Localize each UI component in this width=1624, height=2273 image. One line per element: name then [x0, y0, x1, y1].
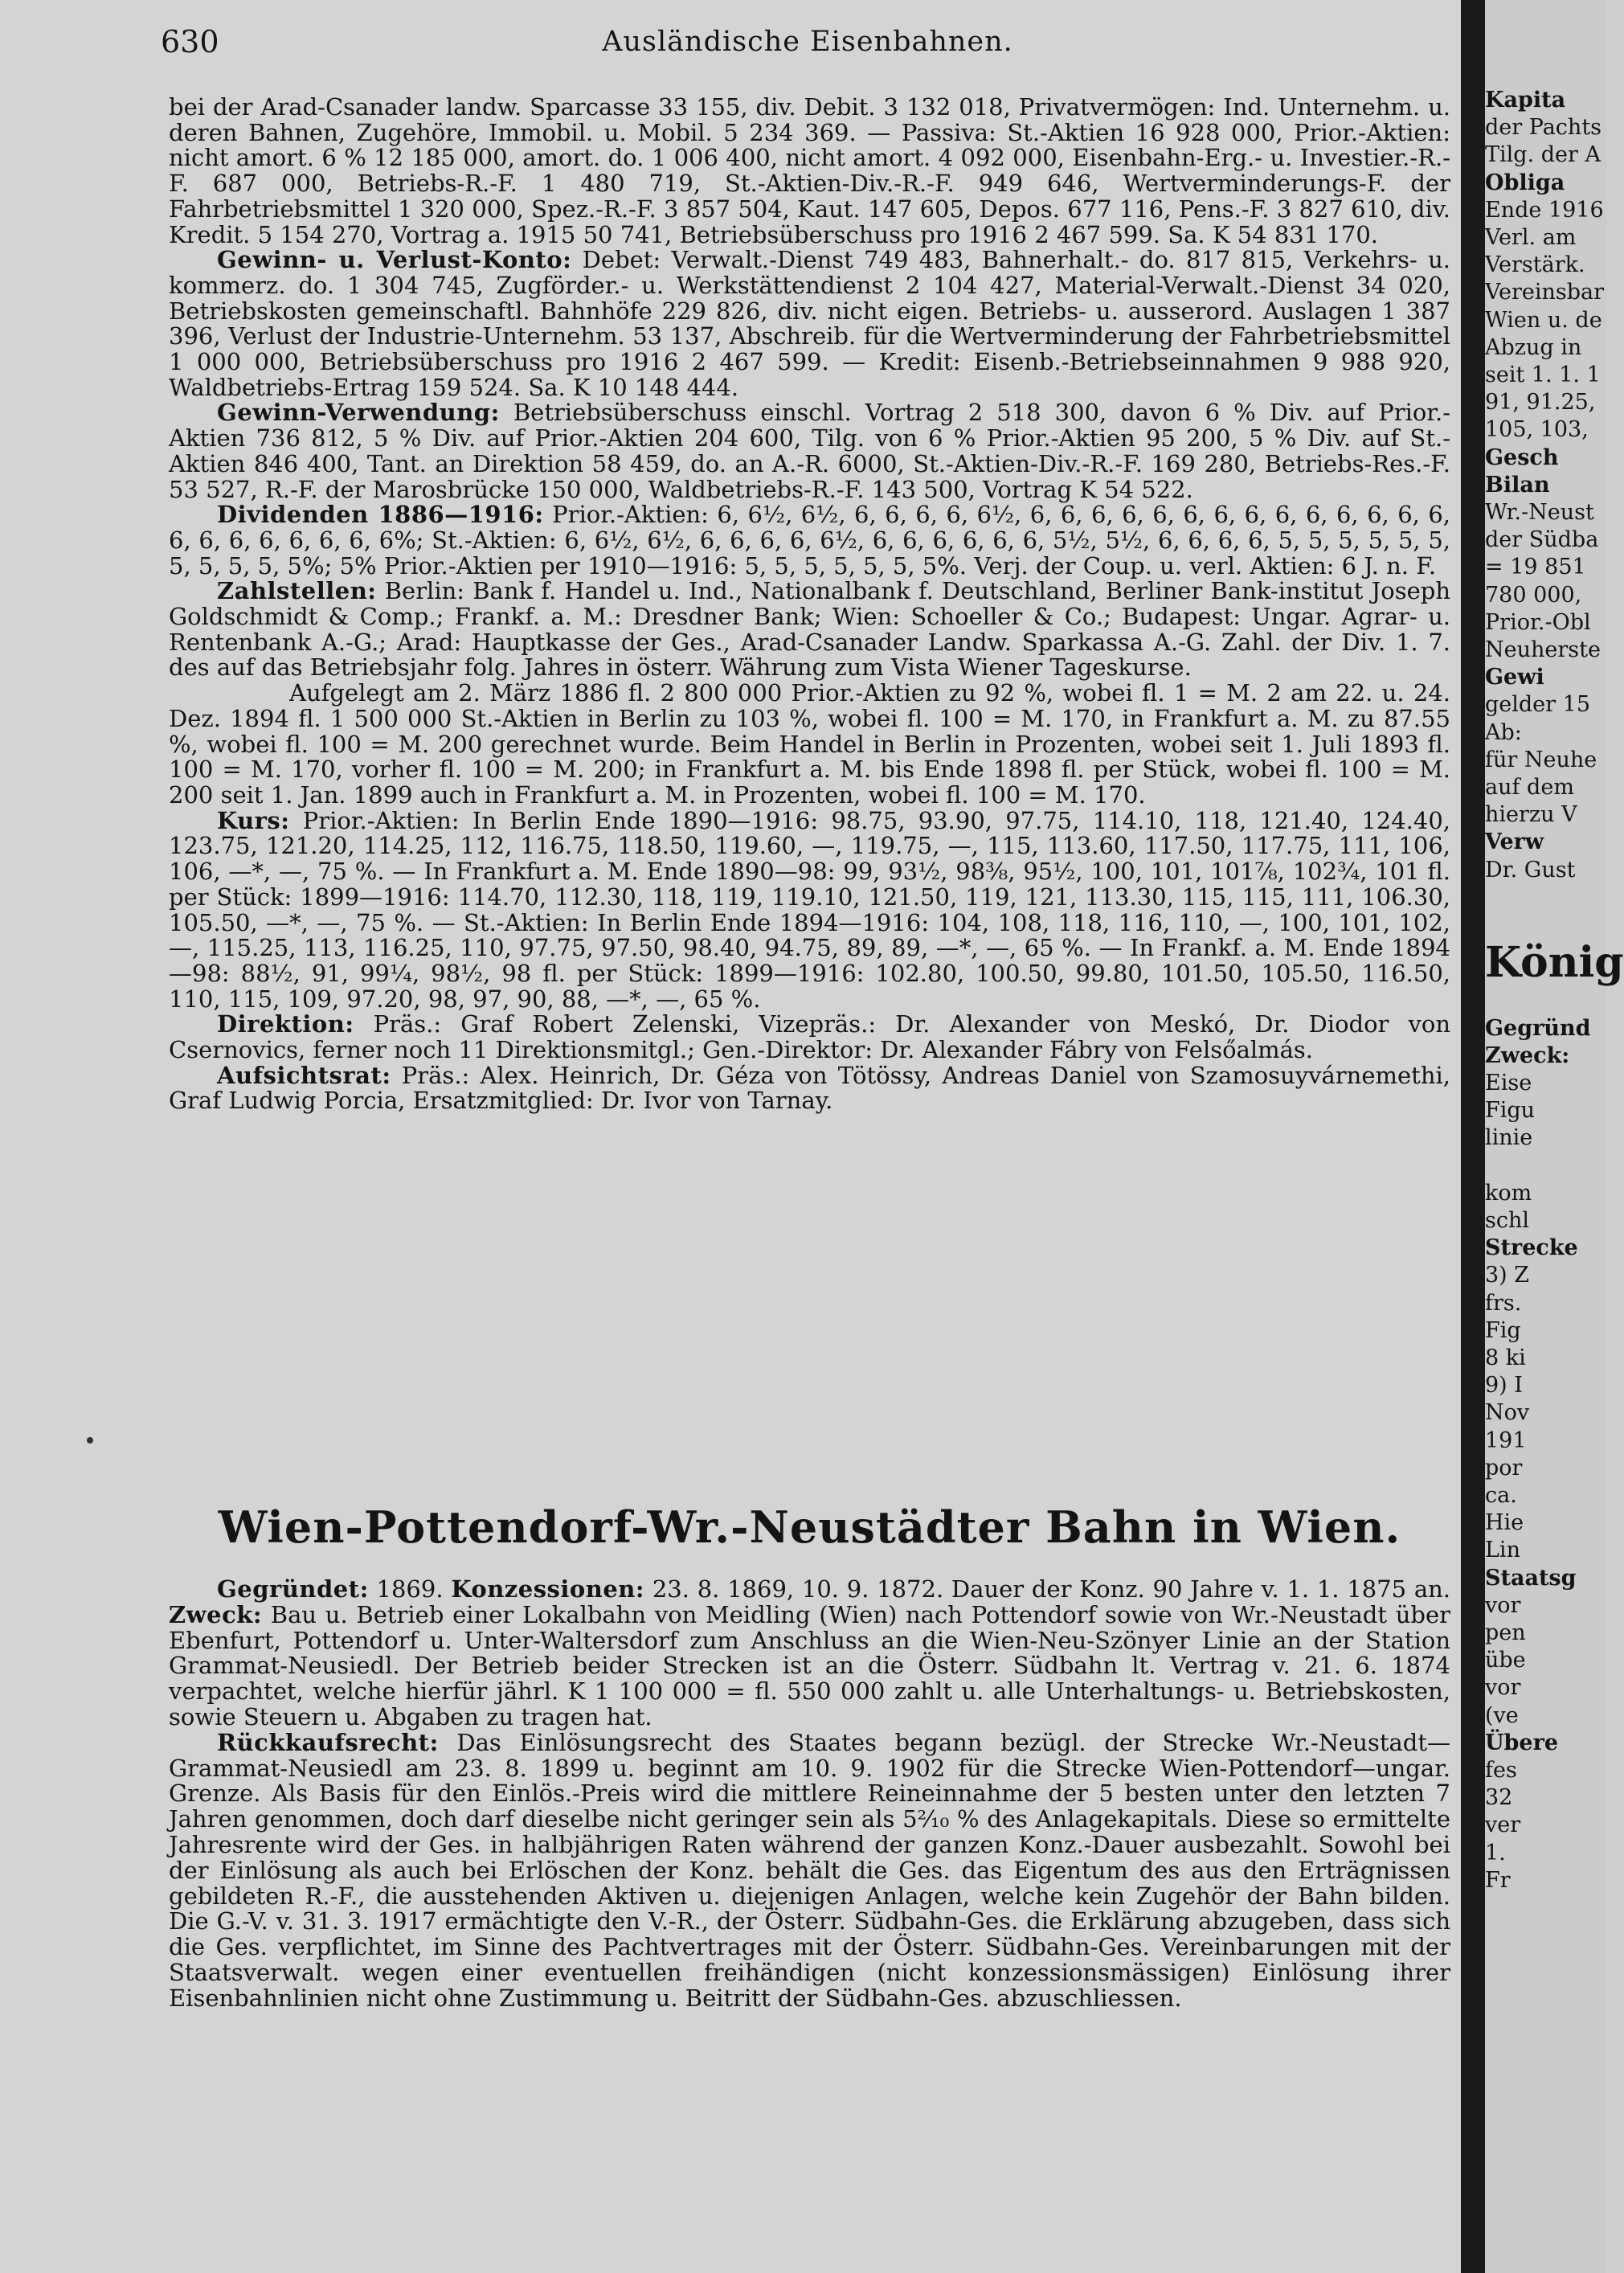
- right-page-line: Hie: [1485, 1510, 1524, 1536]
- right-page-line: vor: [1485, 1675, 1521, 1701]
- right-page-line: gelder 15: [1485, 692, 1591, 718]
- dividenden-paragraph: [169, 502, 1450, 579]
- direktion-paragraph: [169, 1012, 1450, 1063]
- section-title-wien-pottendorf: Wien-Pottendorf-Wr.-Neustädter Bahn in Wien.: [218, 1501, 1401, 1553]
- right-page-line: 9) I: [1485, 1373, 1523, 1399]
- right-page-line: Gesch: [1485, 444, 1559, 470]
- right-page-line: (ve: [1485, 1702, 1519, 1728]
- right-page-line: Nov: [1485, 1400, 1530, 1426]
- right-page-line: hierzu V: [1485, 802, 1577, 828]
- right-page-line: vor: [1485, 1592, 1521, 1618]
- konzessionen-label: Konzessionen:: [451, 1575, 645, 1603]
- right-page-line: für Neuhe: [1485, 747, 1597, 772]
- right-page-line: ver: [1485, 1812, 1521, 1838]
- right-page-line: linie: [1485, 1125, 1533, 1151]
- gewinn-verwendung-text: Betriebsüberschuss einschl. Vortrag 2 518 300, davon 6 % Div. auf Prior.-Aktien 736 812, 5 % Div. auf Prior.-Aktien 204 600, Tilg. von 6 % Prior.-Aktien 95 200, 5 % Div. auf St.-Aktien 846 400, Tant. an Direktion 58 459, do. an A.-R. 6000, St.-Aktien-Div.-R.-F. 169 280, Betriebs-Res.-F. 53 527, R.-F. der Marosbrücke 150 000, Waldbetriebs-R.-F. 143 500, Vortrag K 54 522.: [169, 399, 1451, 503]
- right-page-line: 91, 91.25,: [1485, 390, 1596, 416]
- right-page-line: 1.: [1485, 1840, 1506, 1865]
- bilanz-paragraph: bei der Arad-Csanader landw. Sparcasse 33 155, div. Debit. 3 132 018, Privatvermögen: Ind. Unternehm. u. deren Bahnen, Zugehöre, Immobil. u. Mobil. 5 234 369. — Passiva: St.-Aktien 16 928 000, Prior.-Aktien: nicht amort. 6 % 12 185 000, amort. do. 1 006 400, nicht amort. 4 092 000, Eisenbahn-Erg.- u. Investier.-R.-F. 687 000, Betriebs-R.-F. 1 480 719, St.-Aktien-Div.-R.-F. 949 646, Wertverminderungs-F. der Fahrbetriebsmittel 1 320 000, Spez.-R.-F. 3 857 504, Kaut. 147 605, Depos. 677 116, Pens.-F. 3 827 610, div. Kredit. 5 154 270, Vortrag a. 1915 50 741, Betriebsüberschuss pro 1916 2 467 599. Sa. K 54 831 170.: [169, 93, 1450, 248]
- margin-speck: [87, 1437, 93, 1444]
- right-page-line: 8 ki: [1485, 1345, 1526, 1370]
- right-page-line: fes: [1485, 1757, 1517, 1783]
- right-page-line: Verl. am: [1485, 225, 1577, 251]
- aufsichtsrat-text: Präs.: Alex. Heinrich, Dr. Géza von Tötössy, Andreas Daniel von Szamosuyvárnemethi, Graf Ludwig Porcia, Ersatzmitglied: Dr. Ivor von Tarnay.: [169, 1061, 1450, 1115]
- right-page-line: kom: [1485, 1180, 1532, 1206]
- right-page-line: pen: [1485, 1620, 1526, 1645]
- right-page-lines: [1485, 87, 1624, 1894]
- right-page-line: ca.: [1485, 1482, 1517, 1508]
- right-page-line: Gegründ: [1485, 1015, 1591, 1041]
- right-page-line: Strecke: [1485, 1235, 1578, 1261]
- direktion-text: Präs.: Graf Robert Zelenski, Vizepräs.: Dr. Alexander von Meskó, Dr. Diodor von Csernovics, ferner noch 11 Direktionsmitgl.; Gen.-Direktor: Dr. Alexander Fábry von Felsőalmás.: [169, 1010, 1450, 1064]
- page-number: 630: [161, 24, 219, 59]
- right-page-line: Zweck:: [1485, 1042, 1570, 1068]
- right-page-line: Staatsg: [1485, 1565, 1577, 1591]
- konzessionen-text: 23. 8. 1869, 10. 9. 1872. Dauer der Konz. 90 Jahre v. 1. 1. 1875 an.: [652, 1575, 1451, 1603]
- right-page-fragment: [1485, 0, 1624, 2273]
- right-page-line: = 19 851: [1485, 555, 1586, 580]
- right-page-line: der Pachts: [1485, 115, 1602, 141]
- running-title: Ausländische Eisenbahnen.: [602, 26, 1013, 58]
- gewinn-verwendung-label: Gewinn-Verwendung:: [217, 399, 500, 427]
- right-page-line: Verw: [1485, 829, 1544, 855]
- right-page-line: por: [1485, 1455, 1523, 1481]
- right-page-line: Prior.-Obl: [1485, 609, 1591, 635]
- rueckkauf-label: Rückkaufsrecht:: [217, 1728, 439, 1756]
- zahlstellen-paragraph: [169, 579, 1450, 681]
- right-page-line: Dr. Gust: [1485, 857, 1576, 883]
- right-page-line: [1485, 911, 1607, 939]
- gewinn-verwendung-paragraph: [169, 400, 1450, 502]
- right-page-line: Tilg. der A: [1485, 142, 1601, 168]
- right-page-line: frs.: [1485, 1290, 1522, 1316]
- aufsichtsrat-label: Aufsichtsrat:: [217, 1061, 391, 1089]
- right-page-line: Obliga: [1485, 170, 1565, 195]
- page-header: [161, 24, 1454, 64]
- right-page-line: 105, 103,: [1485, 417, 1589, 443]
- right-page-line: Fr: [1485, 1867, 1511, 1893]
- right-page-line: Eise: [1485, 1070, 1532, 1096]
- right-page-line: der Südba: [1485, 527, 1599, 553]
- right-page-line: Figu: [1485, 1098, 1536, 1124]
- book-gutter: [1461, 0, 1485, 2273]
- wien-pottendorf-section: [169, 1577, 1450, 2012]
- zahlstellen-label: Zahlstellen:: [217, 577, 377, 605]
- kurs-label: Kurs:: [217, 806, 290, 834]
- zweck-text: Bau u. Betrieb einer Lokalbahn von Meidling (Wien) nach Pottendorf sowie von Wr.-Neustadt über Ebenfurt, Pottendorf u. Unter-Waltersdorf zum Anschluss an die Wien-Neu-Szönyer Linie an der Station Grammat-Neusiedl. Der Betrieb beider Strecken ist an die Österr. Südbahn lt. Vertrag v. 21. 6. 1874 verpachtet, welche hierfür jährl. K 1 100 000 = fl. 550 000 zahlt u. alle Unterhaltungs- u. Betriebskosten, sowie Steuern u. Abgaben zu tragen hat.: [169, 1600, 1450, 1730]
- right-page-line: 3) Z: [1485, 1263, 1530, 1288]
- right-page-line: König: [1485, 938, 1624, 988]
- right-page-line: Gewi: [1485, 665, 1544, 690]
- right-page-line: [1485, 1153, 1607, 1180]
- right-page-line: Ab:: [1485, 719, 1522, 745]
- gewinn-verlust-label: Gewinn- u. Verlust-Konto:: [217, 246, 572, 274]
- right-page-line: schl: [1485, 1207, 1530, 1233]
- gegruendet-text: 1869.: [376, 1575, 444, 1603]
- gegruendet-label: Gegründet:: [217, 1575, 369, 1603]
- right-page-line: [1485, 987, 1607, 1014]
- kurs-text: Prior.-Aktien: In Berlin Ende 1890—1916: 98.75, 93.90, 97.75, 114.10, 118, 121.40, 124.40, 123.75, 121.20, 114.25, 112, 116.75, 118.50, 119.60, —, 119.75, —, 115, 113.60, 117.50, 117.75, 111, 106, 106, —*, —, 75 %. — In Frankfurt a. M. Ende 1890—98: 99, 93½, 98⅜, 95½, 100, 101, 101⅞, 102¾, 101 fl. per Stück: 1899—1916: 114.70, 112.30, 118, 119, 119.10, 121.50, 119, 121, 113.30, 115, 115, 111, 106.30, 105.50, —*, —, 75 %. — St.-Aktien: In Berlin Ende 1894—1916: 104, 108, 118, 116, 110, —, 100, 101, 102, —, 115.25, 113, 116.25, 110, 97.75, 97.50, 98.40, 94.75, 89, 89, —*, —, 65 %. — In Frankf. a. M. Ende 1894—98: 88½, 91, 99¼, 98½, 98 fl. per Stück: 1899—1916: 102.80, 100.50, 99.80, 101.50, 105.50, 116.50, 110, 115, 109, 97.20, 98, 97, 90, 88, —*, —, 65 %.: [169, 806, 1451, 1013]
- gewinn-verlust-paragraph: [169, 248, 1450, 400]
- rueckkauf-paragraph: [169, 1730, 1450, 2012]
- right-page-line: 191: [1485, 1427, 1527, 1453]
- right-page-line: Übere: [1485, 1730, 1559, 1755]
- right-page-line: Kapita: [1485, 88, 1566, 113]
- aufgelegt-paragraph: Aufgelegt am 2. März 1886 fl. 2 800 000 Prior.-Aktien zu 92 %, wobei fl. 1 = M. 2 am 22. u. 24. Dez. 1894 fl. 1 500 000 St.-Aktien in Berlin zu 103 %, wobei fl. 100 = M. 170, in Frankfurt a. M. zu 87.55 %, wobei fl. 100 = M. 200 gerechnet wurde. Beim Handel in Berlin in Prozenten, wobei seit 1. Juli 1893 fl. 100 = M. 170, vorher fl. 100 = M. 200; in Frankfurt a. M. bis Ende 1898 fl. per Stück, wobei fl. 100 = M. 200 seit 1. Jan. 1899 auch in Frankfurt a. M. in Prozenten, wobei fl. 100 = M. 170.: [169, 679, 1450, 809]
- right-page-line: Wr.-Neust: [1485, 500, 1594, 526]
- right-page-line: 32: [1485, 1785, 1513, 1811]
- rueckkauf-text: Das Einlösungsrecht des Staates begann bezügl. der Strecke Wr.-Neustadt—Grammat-Neusiedl am 23. 8. 1899 u. beginnt am 10. 9. 1902 für die Strecke Wien-Pottendorf—ungar. Grenze. Als Basis für den Einlös.-Preis wird die mittlere Reineinnahme der 5 besten unter den letzten 7 Jahren genommen, doch darf dieselbe nicht geringer sein als 5²⁄₁₀ % des Anlagekapitals. Diese so ermittelte Jahresrente wird der Ges. in halbjährigen Raten während der ganzen Konz.-Dauer ausbezahlt. Sowohl bei der Einlösung als auch bei Erlöschen der Konz. behält die Ges. das Eigentum des aus den Erträgnissen gebildeten R.-F., die ausstehenden Aktiven u. diejenigen Anlagen, welche kein Zugehör der Bahn bilden. Die G.-V. v. 31. 3. 1917 ermächtigte den V.-R., der Österr. Südbahn-Ges. die Erklärung abzugeben, dass sich die Ges. verpflichtet, im Sinne des Pachtvertrages mit der Österr. Südbahn-Ges. Vereinbarungen mit der Staatsverwalt. wegen einer eventuellen freihändigen (nicht konzessionsmässigen) Einlösung ihrer Eisenbahnlinien nicht ohne Zustimmung u. Beitritt der Südbahn-Ges. abzuschliessen.: [169, 1728, 1451, 2012]
- right-page-line: Bilan: [1485, 472, 1550, 498]
- right-page-line: Wien u. de: [1485, 307, 1602, 333]
- right-page-line: Lin: [1485, 1538, 1520, 1563]
- right-page-line: Abzug in: [1485, 334, 1582, 360]
- right-page-line: seit 1. 1. 1: [1485, 362, 1601, 388]
- direktion-label: Direktion:: [217, 1010, 354, 1038]
- aufsichtsrat-paragraph: [169, 1063, 1450, 1114]
- dividenden-text: Prior.-Aktien: 6, 6½, 6½, 6, 6, 6, 6, 6½, 6, 6, 6, 6, 6, 6, 6, 6, 6, 6, 6, 6, 6, 6, 6, 6, 6, 6, 6, 6, 6, 6%; St.-Aktien: 6, 6½, 6½, 6, 6, 6, 6, 6½, 6, 6, 6, 6, 6, 6, 5½, 5½, 6, 6, 6, 6, 5, 5, 5, 5, 5, 5, 5, 5, 5, 5, 5%; 5% Prior.-Aktien per 1910—1916: 5, 5, 5, 5, 5, 5, 5%. Verj. der Coup. u. verl. Aktien: 6 J. n. F.: [169, 501, 1451, 580]
- gewinn-verlust-text: Debet: Verwalt.-Dienst 749 483, Bahnerhalt.- do. 817 815, Verkehrs- u. kommerz. do. 1 304 745, Zugförder.- u. Werkstättendienst 2 104 427, Material-Verwalt.-Dienst 34 020, Betriebskosten gemeinschaftl. Bahnhöfe 229 826, div. nicht eigen. Betriebs- u. ausserord. Auslagen 1 387 396, Verlust der Industrie-Unternehm. 53 137, Abschreib. für die Wertverminderung der Fahrbetriebsmittel 1 000 000, Betriebsüberschuss pro 1916 2 467 599. — Kredit: Eisenb.-Betriebseinnahmen 9 988 920, Waldbetriebs-Ertrag 159 524. Sa. K 10 148 444.: [169, 246, 1450, 401]
- zahlstellen-text: Berlin: Bank f. Handel u. Ind., Nationalbank f. Deutschland, Berliner Bank-institut Joseph Goldschmidt & Comp.; Frankf. a. M.: Dresdner Bank; Wien: Schoeller & Co.; Budapest: Ungar. Agrar- u. Rentenbank A.-G.; Arad: Hauptkasse der Ges., Arad-Csanader Landw. Sparkassa A.-G. Zahl. der Div. 1. 7. des auf das Betriebsjahr folg. Jahres in österr. Währung zum Vista Wiener Tageskurse.: [169, 577, 1450, 682]
- gegruendet-paragraph: [169, 1577, 1450, 1730]
- right-page-line: Vereinsbar: [1485, 280, 1605, 305]
- dividenden-label: Dividenden 1886—1916:: [217, 501, 544, 529]
- right-page-line: auf dem: [1485, 775, 1574, 801]
- right-page-line: Ende 1916: [1485, 197, 1604, 223]
- right-page-line: Verstärk.: [1485, 252, 1585, 278]
- right-page-line: übe: [1485, 1648, 1526, 1673]
- kurs-paragraph: [169, 806, 1451, 1013]
- right-page-line: Neuherste: [1485, 637, 1601, 663]
- arad-csanader-section: [169, 95, 1450, 1114]
- right-page-line: [1485, 884, 1607, 911]
- zweck-label: Zweck:: [169, 1600, 263, 1628]
- right-page-line: 780 000,: [1485, 582, 1582, 608]
- right-page-line: Fig: [1485, 1317, 1521, 1343]
